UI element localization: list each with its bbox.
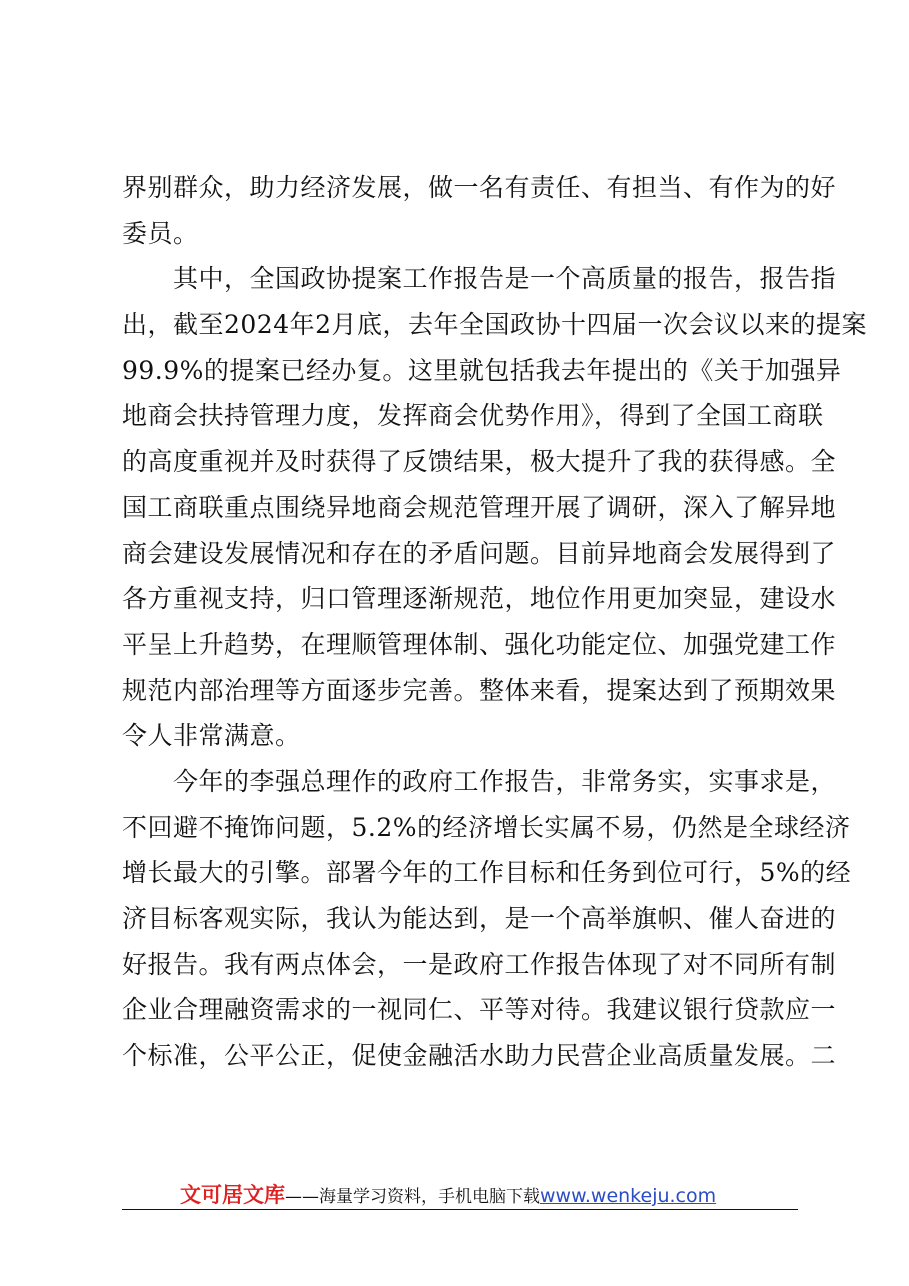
text-line: 各方重视支持，归口管理逐渐规范，地位作用更加突显，建设水 xyxy=(122,584,837,614)
footer-brand: 文可居文库 xyxy=(180,1183,285,1207)
page-footer xyxy=(180,1180,716,1212)
footer-link[interactable]: www.wenkeju.com xyxy=(540,1185,717,1207)
text-line: 不回避不掩饰问题，5.2%的经济增长实属不易，仍然是全球经济 xyxy=(122,812,851,842)
text-line: 其中，全国政协提案工作报告是一个高质量的报告，报告指 xyxy=(122,264,837,294)
text-line: 商会建设发展情况和存在的矛盾问题。目前异地商会发展得到了 xyxy=(122,538,837,568)
text-line: 济目标客观实际，我认为能达到，是一个高举旗帜、催人奋进的 xyxy=(122,904,837,933)
footer-tagline: ——海量学习资料，手机电脑下载 xyxy=(285,1187,540,1207)
text-line: 99.9%的提案已经办复。这里就包括我去年提出的《关于加强异 xyxy=(122,355,842,385)
text-line: 出，截至2024年2月底，去年全国政协十四届一次会议以来的提案 xyxy=(122,310,868,340)
text-line: 界别群众，助力经济发展，做一名有责任、有担当、有作为的好 xyxy=(122,173,837,202)
footer-divider xyxy=(122,1209,798,1210)
text-line: 好报告。我有两点体会，一是政府工作报告体现了对不同所有制 xyxy=(122,949,837,979)
text-line: 委员。 xyxy=(122,218,199,248)
text-line: 企业合理融资需求的一视同仁、平等对待。我建议银行贷款应一 xyxy=(122,995,837,1025)
text-line: 国工商联重点围绕异地商会规范管理开展了调研，深入了解异地 xyxy=(122,492,837,522)
body-text xyxy=(122,165,868,1079)
text-line: 个标准，公平公正，促使金融活水助力民营企业高质量发展。二 xyxy=(122,1041,837,1071)
text-line: 今年的李强总理作的政府工作报告，非常务实，实事求是， xyxy=(122,766,837,796)
text-line: 规范内部治理等方面逐步完善。整体来看，提案达到了预期效果 xyxy=(122,675,837,705)
text-line: 地商会扶持管理力度，发挥商会优势作用》，得到了全国工商联 xyxy=(122,401,824,431)
text-line: 令人非常满意。 xyxy=(122,721,301,751)
text-line: 的高度重视并及时获得了反馈结果，极大提升了我的获得感。全 xyxy=(122,447,837,477)
text-line: 平呈上升趋势，在理顺管理体制、强化功能定位、加强党建工作 xyxy=(122,629,837,659)
text-line: 增长最大的引擎。部署今年的工作目标和任务到位可行，5%的经 xyxy=(122,858,852,888)
